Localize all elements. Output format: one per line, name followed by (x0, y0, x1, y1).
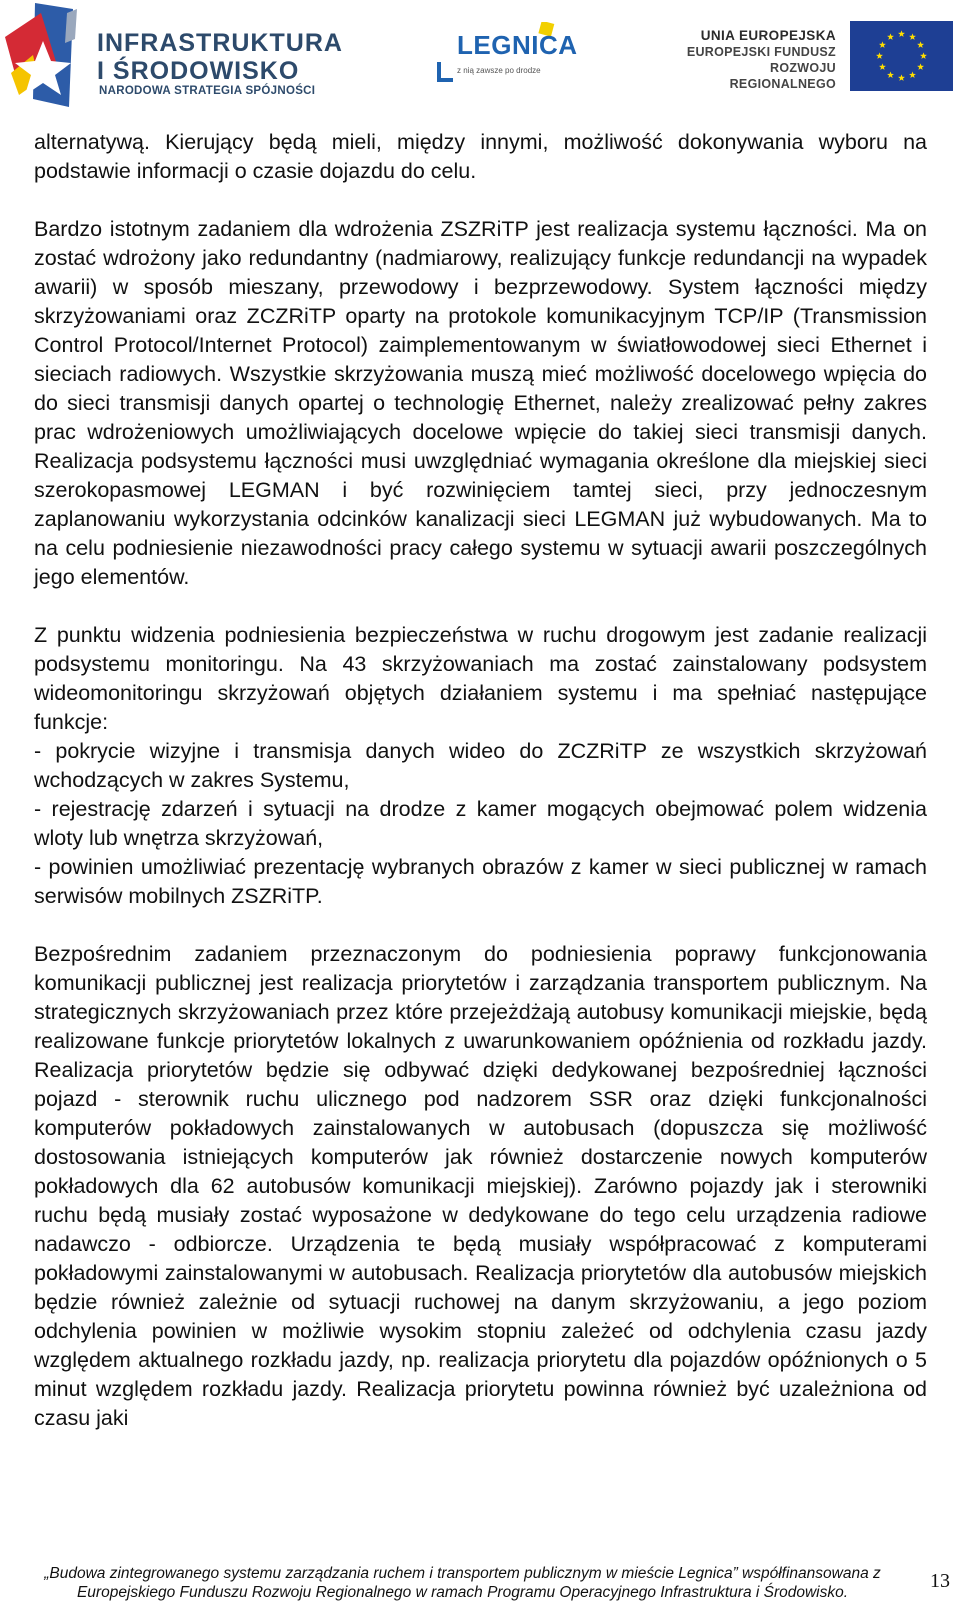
is-logo-subtitle: NARODOWA STRATEGIA SPÓJNOŚCI (99, 85, 316, 97)
paragraph-1: alternatywą. Kierujący będą mieli, między innymi, możliwość dokonywania wyboru na podstawie informacji o czasie dojazdu do celu. (34, 130, 927, 183)
paragraph-2: Bardzo istotnym zadaniem dla wdrożenia ZSZRiTP jest realizacja systemu łączności. Ma on zostać wdrożony jako redundantny (nadmiarowy, realizujący funkcje redundancji na wypadek awarii) w sposób mieszany, przewodowy i bezprzewodowy. System łączności między skrzyżowaniami oraz ZCZRiTP oparty na protokole komunikacyjnym TCP/IP (Transmission Control Protocol/Internet Protocol) zaimplementowanym w światłowodowej sieci Ethernet i sieciach radiowych. Wszystkie skrzyżowania muszą mieć możliwość docelowego wpięcia do do sieci transmisji danych opartej o technologię Ethernet, należy zrealizować pełny zakres prac wdrożeniowych umożliwiających docelowe wpięcie do takiej sieci transmisji danych. Realizacja podsystemu łączności musi uwzględniać wymagania określone dla miejskiej sieci szerokopasmowej LEGMAN i być rozwinięciem tamtej sieci, przy jednoczesnym zaplanowaniu wykorzystania odcinków kanalizacji sieci LEGMAN już wybudowanych. Ma to na celu podniesienie niezawodności pracy całego systemu w sytuacji awarii poszczególnych jego elementów. (34, 217, 927, 589)
footer-line-2: Europejskiego Funduszu Rozwoju Regionalnego w ramach Programu Operacyjnego Infrastruktura i Środowisko. (76, 1584, 849, 1601)
document-body (34, 128, 927, 1462)
eu-line-1: UNIA EUROPEJSKA (700, 28, 836, 43)
page-footer (0, 1563, 960, 1605)
paragraph-4: Bezpośrednim zadaniem przeznaczonym do podniesienia poprawy funkcjonowania komunikacji publicznej jest realizacja priorytetów i zarządzania transportem publicznym. Na strategicznych skrzyżowaniach przez które przejeżdżają autobusy komunikacji miejskie, będą realizowane funkcje priorytetów lokalnych z uwarunkowaniem opóźnienia od rozkładu jazdy. Realizacja priorytetów będzie się odbywać dzięki dedykowanej bezpośredniej łączności pojazd - sterownik ruchu ulicznego pod nadzorem SSR oraz dzięki funkcjonalności komputerów pokładowych zainstalowanych w autobusach (dopuszcza się możliwość dostosowania istniejących komputerów jak również dostarczenie nowych komputerów pokładowych dla 62 autobusów komunikacji miejskiej). Zarówno pojazdy jak i sterowniki ruchu będą musiały zostać wyposażone w dedykowane do tego celu urządzenia radiowe nadawczo - odbiorcze. Urządzenia te będą musiały współpracować z komputerami pokładowymi zainstalowanymi w autobusach. Realizacja priorytetów dla autobusów miejskich będzie również zależnie od sytuacji ruchowej na danym skrzyżowaniu, a jego poziom odchylenia powinien w możliwie wysokim stopniu zależeć od odchylenia czasu jazdy względem aktualnego rozkładu jazdy, np. realizacja priorytetu dla pojazdów opóźnionych o 5 minut względem rozkładu jazdy. Realizacja priorytetu powinna również być uzależniona od czasu jaki (34, 942, 927, 1430)
footer-line-1: „Budowa zintegrowanego systemu zarządzania ruchem i transportem publicznym w mieście Legnica” współfinansowana z (44, 1565, 881, 1582)
nss-emblem-icon (5, 3, 85, 107)
list-item: - rejestrację zdarzeń i sytuacji na drodze z kamer mogących obejmować polem widzenia wloty lub wnętrza skrzyżowań, (34, 797, 927, 850)
legnica-tagline: z nią zawsze po drodze (457, 66, 541, 75)
paragraph-3 (34, 621, 927, 911)
page-number: 13 (930, 1570, 950, 1592)
footer-text (10, 1564, 915, 1602)
eu-fund-text (660, 28, 836, 92)
legnica-logo (437, 22, 578, 92)
list-item: - powinien umożliwiać prezentację wybranych obrazów z kamer w sieci publicznej w ramach serwisów mobilnych ZSZRiTP. (34, 855, 927, 908)
list-item: - pokrycie wizyjne i transmisja danych wideo do ZCZRiTP ze wszystkich skrzyżowań wchodzących w zakres Systemu, (34, 739, 927, 792)
legnica-name: LEGNICA (457, 30, 578, 60)
eu-flag-icon (850, 21, 953, 91)
eu-line-3: ROZWOJU REGIONALNEGO (729, 61, 836, 91)
is-logo-title: INFRASTRUKTURA I ŚRODOWISKO (97, 29, 343, 85)
infrastruktura-srodowisko-logo (5, 3, 343, 107)
paragraph-3-intro: Z punktu widzenia podniesienia bezpieczeństwa w ruchu drogowym jest zadanie realizacji podsystemu monitoringu. Na 43 skrzyżowaniach ma zostać zainstalowany podsystem wideomonitoringu skrzyżowań objętych działaniem systemu i ma spełniać następujące funkcje: (34, 623, 927, 734)
eu-line-2: EUROPEJSKI FUNDUSZ (686, 45, 836, 59)
page-header (0, 0, 960, 112)
